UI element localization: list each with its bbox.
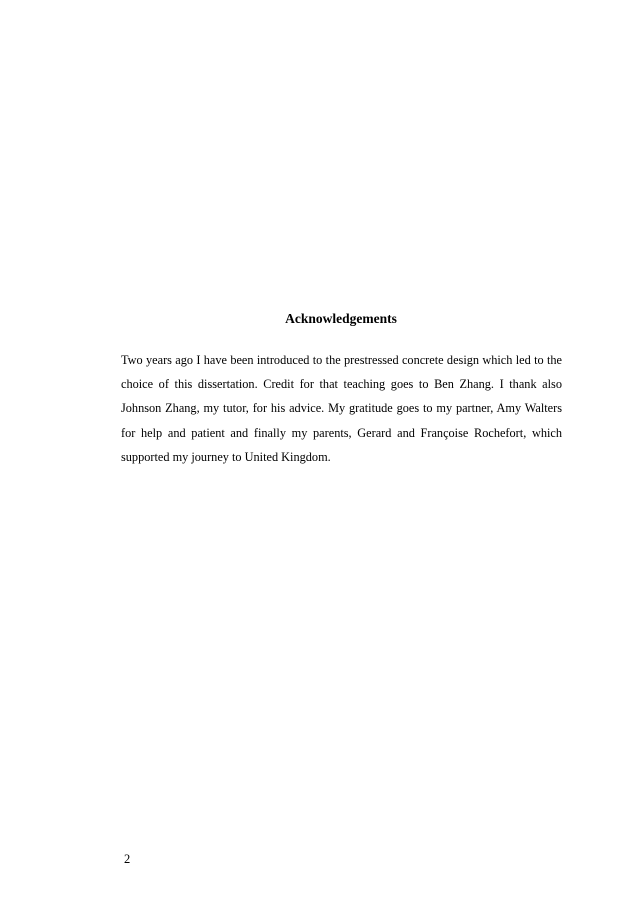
section-heading: Acknowledgements [285, 311, 397, 326]
page-number: 2 [124, 852, 131, 866]
acknowledgements-paragraph: Two years ago I have been introduced to the prestressed concrete design which led to the choice of this dissertation. Credit for that teaching goes to Ben Zhang. I thank also Johnson Zhang, my tutor, for his advice. My gratitude goes to my partner, Amy Walters for help and patient and finally my parents, Gerard and Françoise Rochefort, which supported my journey to United Kingdom. [121, 353, 562, 464]
